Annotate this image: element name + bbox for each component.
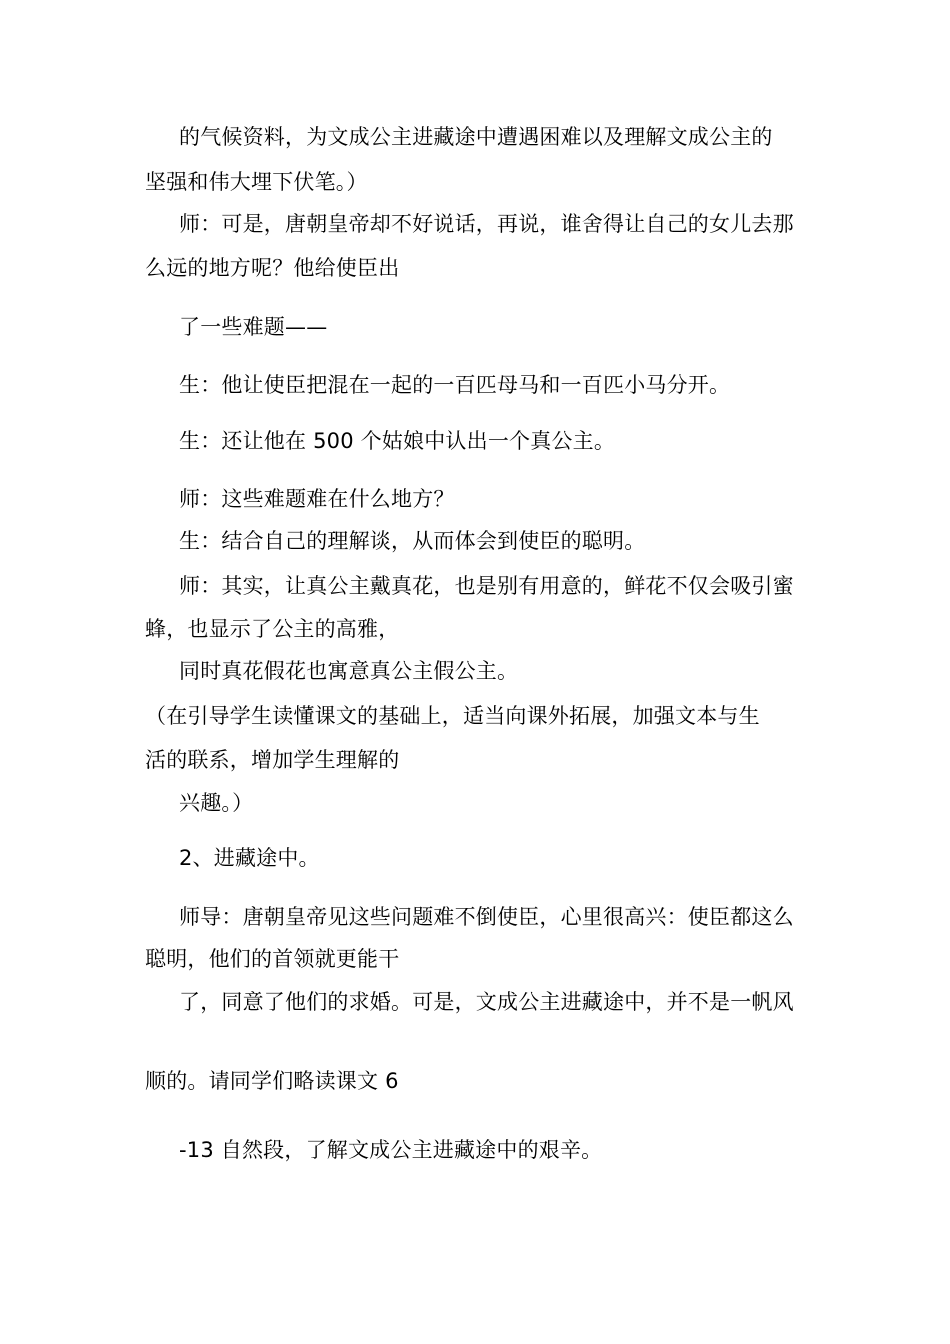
paragraph-line: 了，同意了他们的求婚。可是，文成公主进藏途中，并不是一帆风 bbox=[179, 990, 794, 1014]
paragraph-line: 师：可是，唐朝皇帝却不好说话，再说，谁舍得让自己的女儿去那 bbox=[179, 212, 794, 236]
paragraph-line: 师：其实，让真公主戴真花，也是别有用意的，鲜花不仅会吸引蜜 bbox=[179, 574, 794, 598]
paragraph-line: 了一些难题—— bbox=[179, 315, 328, 339]
paragraph-line: （在引导学生读懂课文的基础上，适当向课外拓展，加强文本与生 bbox=[145, 704, 760, 728]
paragraph-line: -13 自然段，了解文成公主进藏途中的艰辛。 bbox=[179, 1138, 603, 1162]
section-heading: 2、进藏途中。 bbox=[179, 846, 320, 870]
paragraph-line: 生：他让使臣把混在一起的一百匹母马和一百匹小马分开。 bbox=[179, 373, 731, 397]
paragraph-line: 同时真花假花也寓意真公主假公主。 bbox=[179, 659, 519, 683]
paragraph-line: 的气候资料，为文成公主进藏途中遭遇困难以及理解文成公主的 bbox=[179, 125, 773, 149]
paragraph-line: 活的联系，增加学生理解的 bbox=[145, 748, 400, 772]
paragraph-line: 兴趣。） bbox=[179, 791, 254, 815]
paragraph-line: 生：结合自己的理解谈，从而体会到使臣的聪明。 bbox=[179, 529, 646, 553]
paragraph-line: 生：还让他在 500 个姑娘中认出一个真公主。 bbox=[179, 429, 616, 453]
paragraph-line: 聪明，他们的首领就更能干 bbox=[145, 947, 400, 971]
paragraph-line: 坚强和伟大埋下伏笔。） bbox=[145, 170, 368, 194]
paragraph-line: 么远的地方呢？他给使臣出 bbox=[145, 256, 400, 280]
paragraph-line: 师：这些难题难在什么地方？ bbox=[179, 487, 455, 511]
paragraph-line: 蜂，也显示了公主的高雅， bbox=[145, 617, 400, 641]
paragraph-line: 师导：唐朝皇帝见这些问题难不倒使臣，心里很高兴：使臣都这么 bbox=[179, 905, 794, 929]
paragraph-line: 顺的。请同学们略读课文 6 bbox=[145, 1069, 399, 1093]
